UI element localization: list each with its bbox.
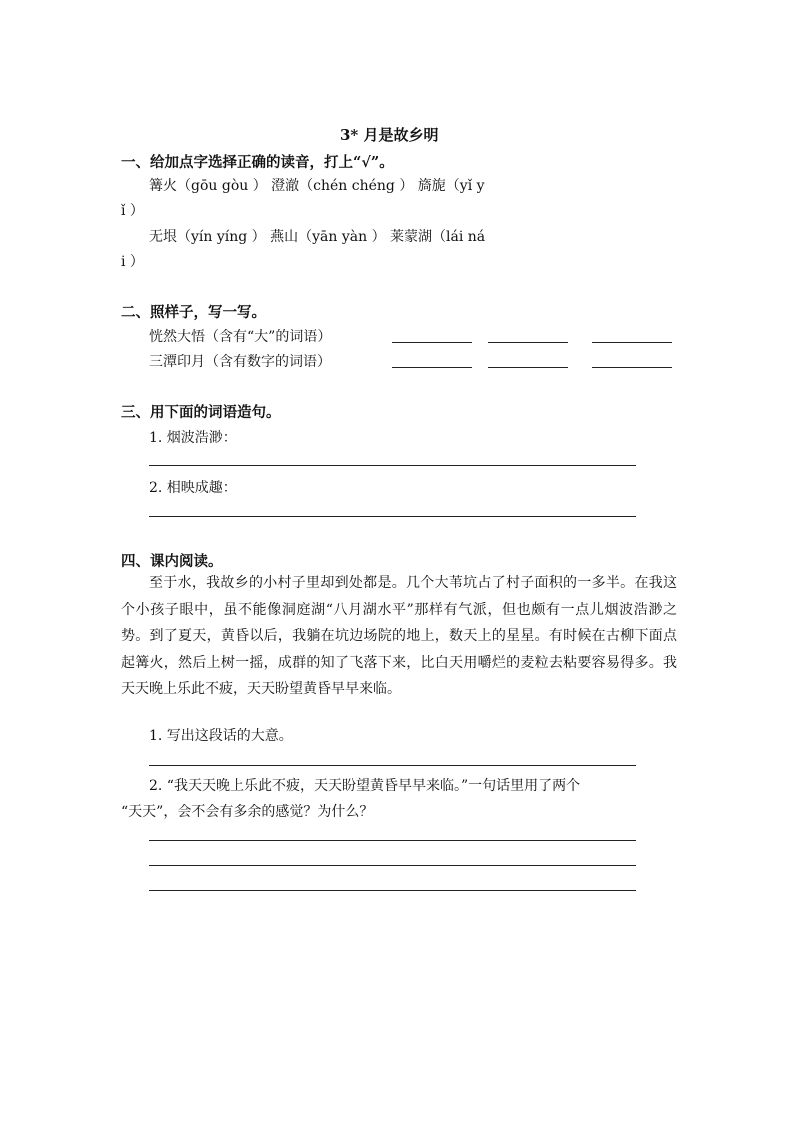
answer-blank[interactable] (592, 367, 672, 368)
section-3-heading: 三、用下面的词语造句。 (121, 404, 281, 421)
answer-blank[interactable] (488, 367, 568, 368)
answer-line[interactable] (149, 765, 636, 766)
answer-blank[interactable] (592, 342, 672, 343)
sentence-item-1: 1. 烟波浩渺： (149, 430, 237, 446)
pinyin-line-1-wrap: ǐ ） (121, 203, 144, 219)
section-4-heading: 四、课内阅读。 (121, 553, 223, 570)
pinyin-line-1: 篝火（gōu gòu ） 澄澈（chén chéng ） 旖旎（yǐ y (149, 178, 485, 194)
answer-line[interactable] (149, 516, 636, 517)
sentence-item-2: 2. 相映成趣： (149, 480, 237, 496)
reading-passage: 至于水，我故乡的小村子里却到处都是。几个大苇坑占了村子面积的一多半。在我这个小孩子眼中，虽不能像洞庭湖“八月湖水平”那样有气派，但也颇有一点儿烟波浩渺之势。到了夏天，黄昏以后，我躺在坑边场院的地上，数天上的星星。有时候在古柳下面点起篝火，然后上树一摇，成群的知了飞落下来，比白天用嚼烂的麦粒去粘要容易得多。我天天晚上乐此不疲，天天盼望黄昏早早来临。 (121, 575, 677, 697)
page-title: 3* 月是故乡明 (340, 126, 439, 144)
example-row-2: 三潭印月（含有数字的词语） (149, 354, 331, 370)
answer-line[interactable] (149, 840, 636, 841)
answer-line[interactable] (149, 890, 636, 891)
answer-blank[interactable] (488, 342, 568, 343)
section-1-heading: 一、给加点字选择正确的读音，打上“√”。 (121, 154, 394, 171)
pinyin-line-2: 无垠（yín yíng ） 燕山（yān yàn ） 莱蒙湖（lái ná (149, 229, 486, 245)
answer-blank[interactable] (392, 367, 472, 368)
question-2-line-1: 2. “我天天晚上乐此不疲，天天盼望黄昏早早来临。”一句话里用了两个 (149, 778, 581, 794)
example-row-1: 恍然大悟（含有“大”的词语） (149, 329, 332, 345)
question-2-line-2: “天天”，会不会有多余的感觉？为什么？ (121, 804, 374, 820)
answer-line[interactable] (149, 465, 636, 466)
answer-line[interactable] (149, 865, 636, 866)
answer-blank[interactable] (392, 342, 472, 343)
section-2-heading: 二、照样子，写一写。 (121, 304, 266, 321)
pinyin-line-2-wrap: i ） (121, 254, 144, 270)
question-1: 1. 写出这段话的大意。 (149, 728, 293, 744)
